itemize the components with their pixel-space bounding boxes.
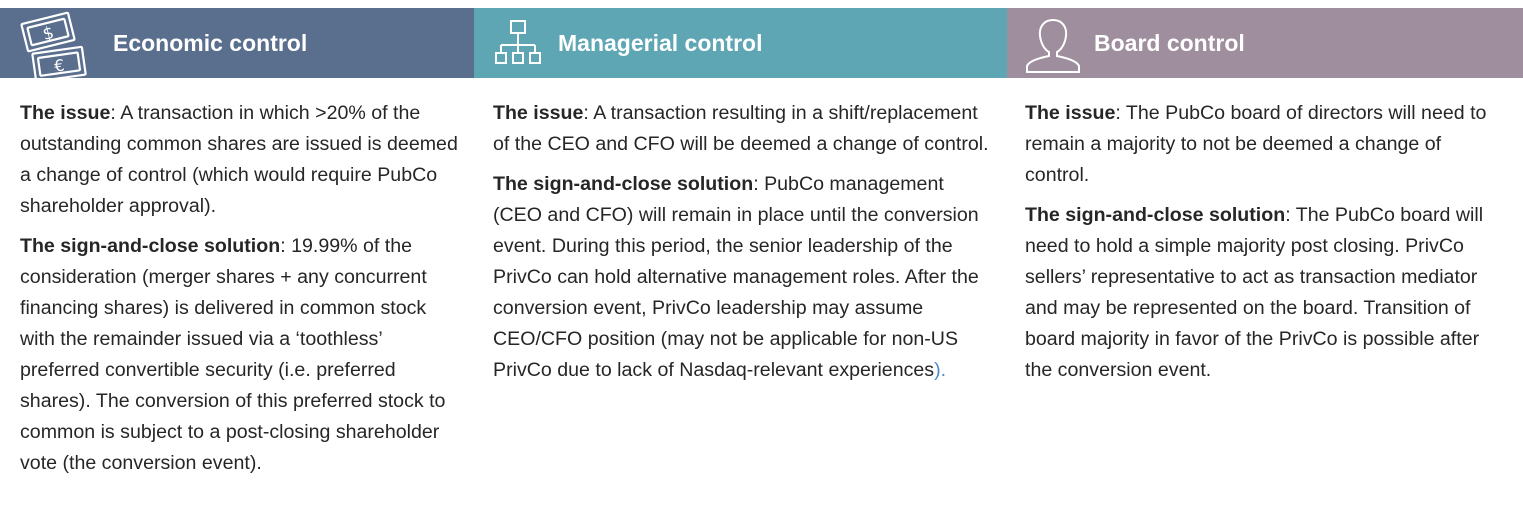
board-control-column [1007,0,1523,513]
solution-label: The sign-and-close solution [20,235,281,257]
header-title: Economic control [113,30,308,56]
solution-text: : The PubCo board will need to hold a simple majority post closing. PrivCo sellers’ representative to act as transaction mediator and may be represented on the board. Transition of board majority in favor of the PrivCo is possible after the conversion event. [1025,204,1484,381]
board-control-body [1025,98,1509,395]
solution-tail: ). [934,359,947,381]
issue-paragraph [1025,98,1509,191]
solution-label: The sign-and-close solution [1025,204,1286,226]
issue-paragraph [20,98,460,222]
managerial-control-body [493,98,993,395]
solution-text: : PubCo management (CEO and CFO) will remain in place until the conversion event. During this period, the senior leadership of the PrivCo can hold alternative management roles. After the conversion event, PrivCo leadership may assume CEO/CFO position (may not be applicable for non-US PrivCo due to lack of Nasdaq-relevant experiences [493,173,979,381]
solution-label: The sign-and-close solution [493,173,754,195]
issue-text: : The PubCo board of directors will need to remain a majority to not be deemed a change of control. [1025,102,1487,186]
svg-text:$: $ [40,22,57,45]
money-bills-icon [18,10,90,89]
issue-text: : A transaction resulting in a shift/replacement of the CEO and CFO will be deemed a change of control. [493,102,989,155]
person-icon [1023,16,1083,79]
managerial-control-header [474,8,1007,78]
solution-paragraph [20,231,460,479]
issue-paragraph [493,98,993,160]
header-title: Managerial control [558,30,763,56]
issue-label: The issue [1025,102,1116,124]
managerial-control-column [474,0,1007,513]
solution-text: : 19.99% of the consideration (merger shares + any concurrent financing shares) is delivered in common stock with the remainder issued via a ‘toothless’ preferred convertible security (i.e. preferred shares). The conversion of this preferred stock to common is subject to a post-closing shareholder vote (the conversion event). [20,235,446,474]
svg-text:€: € [52,55,66,76]
solution-paragraph [493,169,993,386]
issue-text: : A transaction in which >20% of the outstanding common shares are issued is deemed a change of control (which would require PubCo shareholder approval). [20,102,458,217]
economic-control-header [0,8,474,78]
org-chart-icon [494,19,544,76]
issue-label: The issue [493,102,584,124]
issue-label: The issue [20,102,111,124]
solution-paragraph [1025,200,1509,386]
economic-control-body [20,98,460,488]
economic-control-column [0,0,474,513]
board-control-header [1007,8,1523,78]
header-title: Board control [1094,30,1245,56]
